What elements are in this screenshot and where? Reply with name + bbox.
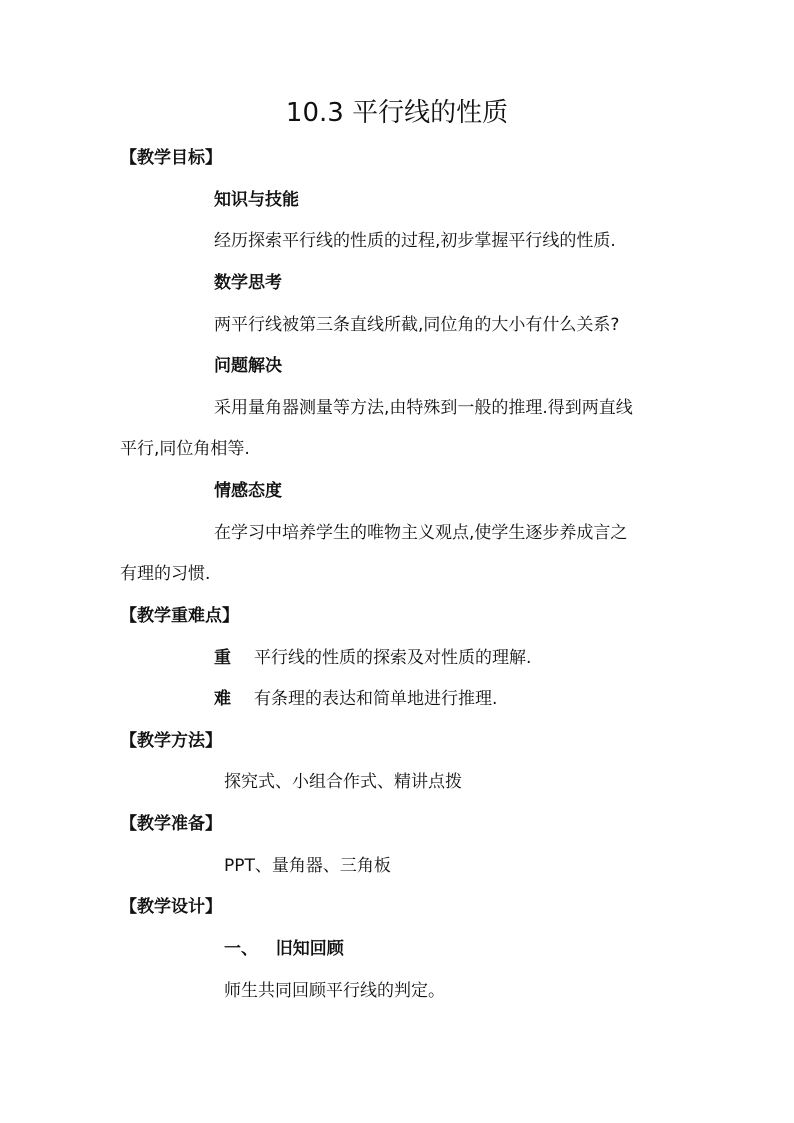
hard-point-row (214, 691, 497, 708)
paragraph-review: 师生共同回顾平行线的判定。 (224, 981, 445, 1001)
paragraph-emotion-line1: 在学习中培养学生的唯物主义观点,使学生逐步养成言之 (214, 523, 628, 543)
paragraph-methods: 探究式、小组合作式、精讲点拨 (224, 772, 462, 792)
paragraph-prep: PPT、量角器、三角板 (224, 856, 391, 876)
section-heading-goals: 【教学目标】 (120, 148, 222, 168)
paragraph-emotion-line2: 有理的习惯. (120, 564, 211, 584)
paragraph-knowledge: 经历探索平行线的性质的过程,初步掌握平行线的性质. (214, 231, 616, 251)
document-title: 10.3 平行线的性质 (285, 98, 509, 128)
key-text: 平行线的性质的探索及对性质的理解. (254, 648, 532, 668)
subheading-thinking: 数学思考 (214, 273, 282, 293)
subheading-emotion: 情感态度 (214, 481, 282, 501)
paragraph-problem-line2: 平行,同位角相等. (120, 439, 250, 459)
section-heading-prep: 【教学准备】 (120, 814, 222, 834)
hard-label: 难 (214, 689, 231, 709)
subheading-review: 一、 旧知回顾 (224, 939, 344, 959)
paragraph-problem-line1: 采用量角器测量等方法,由特殊到一般的推理.得到两直线 (214, 398, 633, 418)
key-point-row (214, 650, 531, 667)
hard-text: 有条理的表达和简单地进行推理. (254, 689, 498, 709)
section-heading-key-points: 【教学重难点】 (120, 606, 239, 626)
section-heading-methods: 【教学方法】 (120, 731, 222, 751)
section-heading-design: 【教学设计】 (120, 897, 222, 917)
subheading-problem: 问题解决 (214, 356, 282, 376)
subheading-knowledge: 知识与技能 (214, 190, 299, 210)
paragraph-thinking: 两平行线被第三条直线所截,同位角的大小有什么关系? (214, 315, 620, 335)
key-label: 重 (214, 648, 231, 668)
